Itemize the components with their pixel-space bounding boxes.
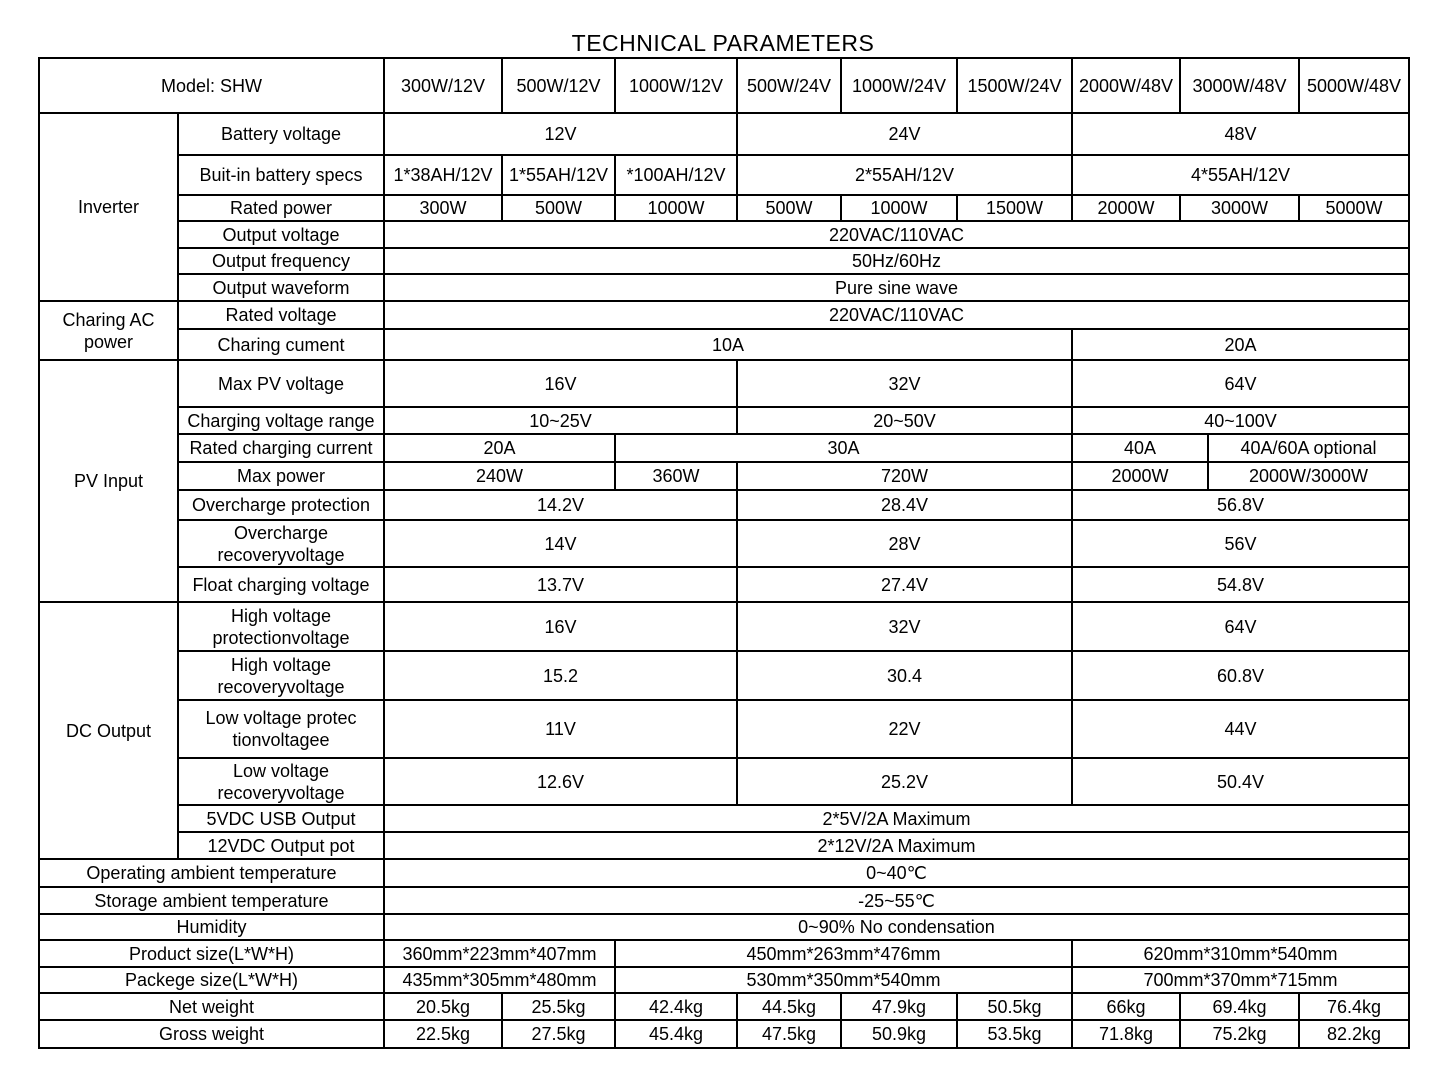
value-cell: 64V <box>1072 602 1409 651</box>
value-cell <box>1072 434 1409 462</box>
value-cell: *100AH/12V <box>615 155 737 195</box>
row-label-cell: Rated power <box>178 195 384 221</box>
row-label-cell: Storage ambient temperature <box>39 887 384 914</box>
value-cell: 48V <box>1072 113 1409 155</box>
value-cell: 24V <box>737 113 1072 155</box>
row-label-cell: Charing cument <box>178 329 384 360</box>
table-row <box>39 490 1409 520</box>
value-cell: 16V <box>384 360 737 407</box>
value-cell: 2000W <box>1072 195 1180 221</box>
value-cell: 220VAC/110VAC <box>384 221 1409 248</box>
value-cell: 40~100V <box>1072 407 1409 434</box>
row-label-cell: Low voltage protec tionvoltagee <box>178 700 384 758</box>
value-cell: 2*12V/2A Maximum <box>384 832 1409 859</box>
value-cell: 32V <box>737 360 1072 407</box>
table-row <box>39 887 1409 914</box>
table-row <box>39 248 1409 274</box>
value-cell: 1000W <box>615 195 737 221</box>
value-cell: 0~90% No condensation <box>384 914 1409 940</box>
value-cell: 5000W <box>1299 195 1409 221</box>
value-cell: 28V <box>737 520 1072 567</box>
value-cell: 1000W <box>841 195 957 221</box>
table-row <box>39 407 1409 434</box>
value-cell: 2*55AH/12V <box>737 155 1072 195</box>
table-row <box>39 914 1409 940</box>
value-cell: 300W <box>384 195 502 221</box>
value-part: 40A/60A optional <box>1240 438 1377 458</box>
value-cell: 64V <box>1072 360 1409 407</box>
table-row <box>39 274 1409 301</box>
table-row <box>39 462 1409 490</box>
row-label-cell: Gross weight <box>39 1020 384 1048</box>
table-row <box>39 651 1409 700</box>
value-cell: 450mm*263mm*476mm <box>615 940 1072 967</box>
value-cell: 27.4V <box>737 567 1072 602</box>
table-row <box>39 967 1409 993</box>
value-cell: Max PV voltage <box>178 360 384 407</box>
row-label-cell: Packege size(L*W*H) <box>39 967 384 993</box>
value-cell: 530mm*350mm*540mm <box>615 967 1072 993</box>
value-cell: 30A <box>615 434 1072 462</box>
value-cell: 1000W/12V <box>615 58 737 113</box>
table-row <box>39 832 1409 859</box>
row-label-cell: Product size(L*W*H) <box>39 940 384 967</box>
table-row <box>39 113 1409 155</box>
value-cell: 500W <box>502 195 615 221</box>
value-cell: 1*55AH/12V <box>502 155 615 195</box>
value-cell: 700mm*370mm*715mm <box>1072 967 1409 993</box>
row-label-cell: DC Output <box>39 602 178 859</box>
value-cell: 42.4kg <box>615 993 737 1020</box>
value-cell: 20A <box>1072 329 1409 360</box>
value-cell: 3000W/48V <box>1180 58 1299 113</box>
table-row <box>39 329 1409 360</box>
row-label-cell: Overcharge recoveryvoltage <box>178 520 384 567</box>
table-row <box>39 434 1409 462</box>
row-label-cell: 12VDC Output pot <box>178 832 384 859</box>
value-cell: 0~40℃ <box>384 859 1409 887</box>
value-part: 40A <box>1073 435 1209 461</box>
value-cell: 720W <box>737 462 1072 490</box>
page-title: TECHNICAL PARAMETERS <box>571 30 875 56</box>
value-cell: 10~25V <box>384 407 737 434</box>
value-cell: 71.8kg <box>1072 1020 1180 1048</box>
value-cell: Pure sine wave <box>384 274 1409 301</box>
value-cell: 1500W <box>957 195 1072 221</box>
value-cell: 54.8V <box>1072 567 1409 602</box>
table-row <box>39 1020 1409 1048</box>
value-cell: 2000W/48V <box>1072 58 1180 113</box>
value-cell: 12.6V <box>384 758 737 805</box>
value-cell: 12V <box>384 113 737 155</box>
row-label-cell: Rated charging current <box>178 434 384 462</box>
row-label-cell: Low voltage recoveryvoltage <box>178 758 384 805</box>
value-cell: 20.5kg <box>384 993 502 1020</box>
value-cell: 14V <box>384 520 737 567</box>
value-cell: 14.2V <box>384 490 737 520</box>
split-value-cell <box>1073 435 1408 461</box>
row-label-cell: Max power <box>178 462 384 490</box>
table-row <box>39 993 1409 1020</box>
value-cell: 44V <box>1072 700 1409 758</box>
value-cell: 3000W <box>1180 195 1299 221</box>
value-cell: 500W/12V <box>502 58 615 113</box>
value-cell: 22.5kg <box>384 1020 502 1048</box>
value-cell: 66kg <box>1072 993 1180 1020</box>
technical-parameters-table <box>38 57 1410 1049</box>
value-cell: 20~50V <box>737 407 1072 434</box>
value-cell: 360W <box>615 462 737 490</box>
value-cell: 4*55AH/12V <box>1072 155 1409 195</box>
table-row <box>39 195 1409 221</box>
table-row <box>39 155 1409 195</box>
value-cell: -25~55℃ <box>384 887 1409 914</box>
value-cell: 32V <box>737 602 1072 651</box>
value-cell: 2*5V/2A Maximum <box>384 805 1409 832</box>
value-cell: 60.8V <box>1072 651 1409 700</box>
table-row <box>39 301 1409 329</box>
row-label-cell: Charing AC power <box>39 301 178 360</box>
value-cell: 50Hz/60Hz <box>384 248 1409 274</box>
value-cell: 360mm*223mm*407mm <box>384 940 615 967</box>
value-cell: 47.5kg <box>737 1020 841 1048</box>
row-label-cell: Inverter <box>39 113 178 301</box>
value-cell: 27.5kg <box>502 1020 615 1048</box>
row-label-cell: Output voltage <box>178 221 384 248</box>
row-label-cell: Net weight <box>39 993 384 1020</box>
row-label-cell: Float charging voltage <box>178 567 384 602</box>
value-cell: 53.5kg <box>957 1020 1072 1048</box>
row-label-cell: Operating ambient temperature <box>39 859 384 887</box>
value-cell: 25.5kg <box>502 993 615 1020</box>
value-cell: 1*38AH/12V <box>384 155 502 195</box>
value-cell: 47.9kg <box>841 993 957 1020</box>
value-cell: 5000W/48V <box>1299 58 1409 113</box>
value-cell: 220VAC/110VAC <box>384 301 1409 329</box>
value-cell: 25.2V <box>737 758 1072 805</box>
value-cell: 50.4V <box>1072 758 1409 805</box>
value-cell: 22V <box>737 700 1072 758</box>
value-cell: Battery voltage <box>178 113 384 155</box>
value-cell: 56.8V <box>1072 490 1409 520</box>
value-cell: 50.5kg <box>957 993 1072 1020</box>
row-label-cell: Humidity <box>39 914 384 940</box>
table-row <box>39 700 1409 758</box>
row-label-cell: Output frequency <box>178 248 384 274</box>
value-cell: 44.5kg <box>737 993 841 1020</box>
value-cell: 11V <box>384 700 737 758</box>
row-label-cell: Model: SHW <box>39 58 384 113</box>
value-cell: 13.7V <box>384 567 737 602</box>
value-cell: 240W <box>384 462 615 490</box>
value-cell: 1000W/24V <box>841 58 957 113</box>
table-row <box>39 758 1409 805</box>
table-row <box>39 58 1409 113</box>
value-part: 2000W <box>1073 463 1209 489</box>
row-label-cell: 5VDC USB Output <box>178 805 384 832</box>
row-label-cell: Charging voltage range <box>178 407 384 434</box>
value-cell: 20A <box>384 434 615 462</box>
table-row <box>39 940 1409 967</box>
value-cell: 500W/24V <box>737 58 841 113</box>
table-row <box>39 520 1409 567</box>
value-cell: 75.2kg <box>1180 1020 1299 1048</box>
table-row <box>39 859 1409 887</box>
value-cell: 1500W/24V <box>957 58 1072 113</box>
value-cell: 300W/12V <box>384 58 502 113</box>
value-cell <box>1072 462 1409 490</box>
value-cell: 620mm*310mm*540mm <box>1072 940 1409 967</box>
row-label-cell: High voltage recoveryvoltage <box>178 651 384 700</box>
value-cell: 435mm*305mm*480mm <box>384 967 615 993</box>
row-label-cell: Output waveform <box>178 274 384 301</box>
row-label-cell: PV Input <box>39 360 178 602</box>
value-cell: 69.4kg <box>1180 993 1299 1020</box>
row-label-cell: Overcharge protection <box>178 490 384 520</box>
table-row <box>39 805 1409 832</box>
split-value-cell <box>1073 463 1408 489</box>
value-cell: 30.4 <box>737 651 1072 700</box>
table-row <box>39 221 1409 248</box>
value-cell: High voltage protectionvoltage <box>178 602 384 651</box>
value-cell: 15.2 <box>384 651 737 700</box>
table-row <box>39 360 1409 407</box>
value-cell: 16V <box>384 602 737 651</box>
value-cell: 45.4kg <box>615 1020 737 1048</box>
row-label-cell: Buit-in battery specs <box>178 155 384 195</box>
table-row <box>39 602 1409 651</box>
value-cell: 56V <box>1072 520 1409 567</box>
value-cell: 28.4V <box>737 490 1072 520</box>
value-cell: 82.2kg <box>1299 1020 1409 1048</box>
value-cell: 500W <box>737 195 841 221</box>
value-cell: Rated voltage <box>178 301 384 329</box>
table-row <box>39 567 1409 602</box>
value-part: 2000W/3000W <box>1248 466 1369 486</box>
value-cell: 50.9kg <box>841 1020 957 1048</box>
value-cell: 10A <box>384 329 1072 360</box>
value-cell: 76.4kg <box>1299 993 1409 1020</box>
